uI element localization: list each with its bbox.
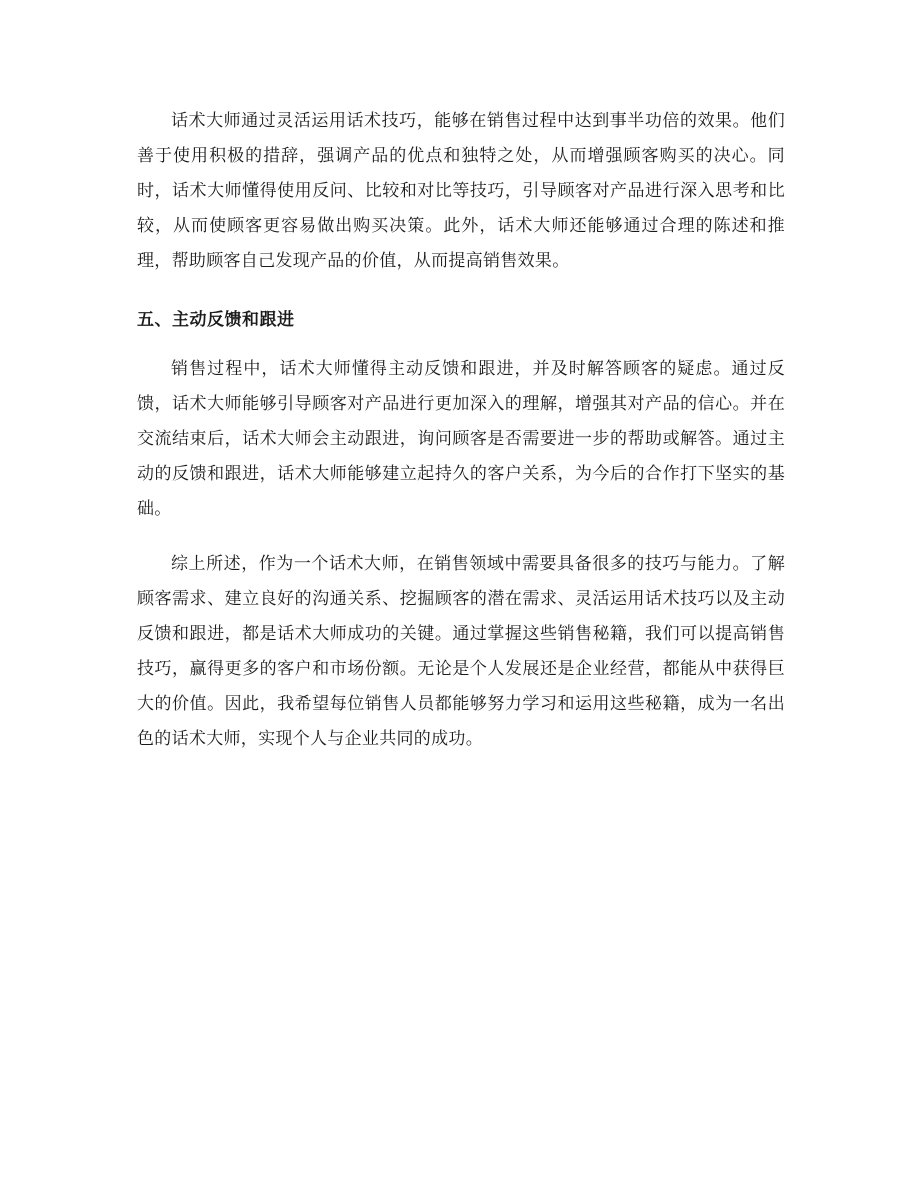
paragraph-conclusion: 综上所述，作为一个话术大师，在销售领域中需要具备很多的技巧与能力。了解顾客需求、建立良好的沟通关系、挖掘顾客的潜在需求、灵活运用话术技巧以及主动反馈和跟进，都是话术大师成功的关键。通过掌握这些销售秘籍，我们可以提高销售技巧，赢得更多的客户和市场份额。无论是个人发展还是企业经营，都能从中获得巨大的价值。因此，我希望每位销售人员都能够努力学习和运用这些秘籍，成为一名出色的话术大师，实现个人与企业共同的成功。 [137,554,785,749]
paragraph-feedback-followup: 销售过程中，话术大师懂得主动反馈和跟进，并及时解答顾客的疑虑。通过反馈，话术大师能够引导顾客对产品进行更加深入的理解，增强其对产品的信心。并在交流结束后，话术大师会主动跟进，询问顾客是否需要进一步的帮助或解答。通过主动的反馈和跟进，话术大师能够建立起持久的客户关系，为今后的合作打下坚实的基础。 [137,359,785,519]
section-heading-feedback: 五、主动反馈和跟进 [137,310,295,330]
paragraph-intro-techniques: 话术大师通过灵活运用话术技巧，能够在销售过程中达到事半功倍的效果。他们善于使用积极的措辞，强调产品的优点和独特之处，从而增强顾客购买的决心。同时，话术大师懂得使用反问、比较和对比等技巧，引导顾客对产品进行深入思考和比较，从而使顾客更容易做出购买决策。此外，话术大师还能够通过合理的陈述和推理，帮助顾客自己发现产品的价值，从而提高销售效果。 [137,111,785,271]
document-page [137,104,785,757]
